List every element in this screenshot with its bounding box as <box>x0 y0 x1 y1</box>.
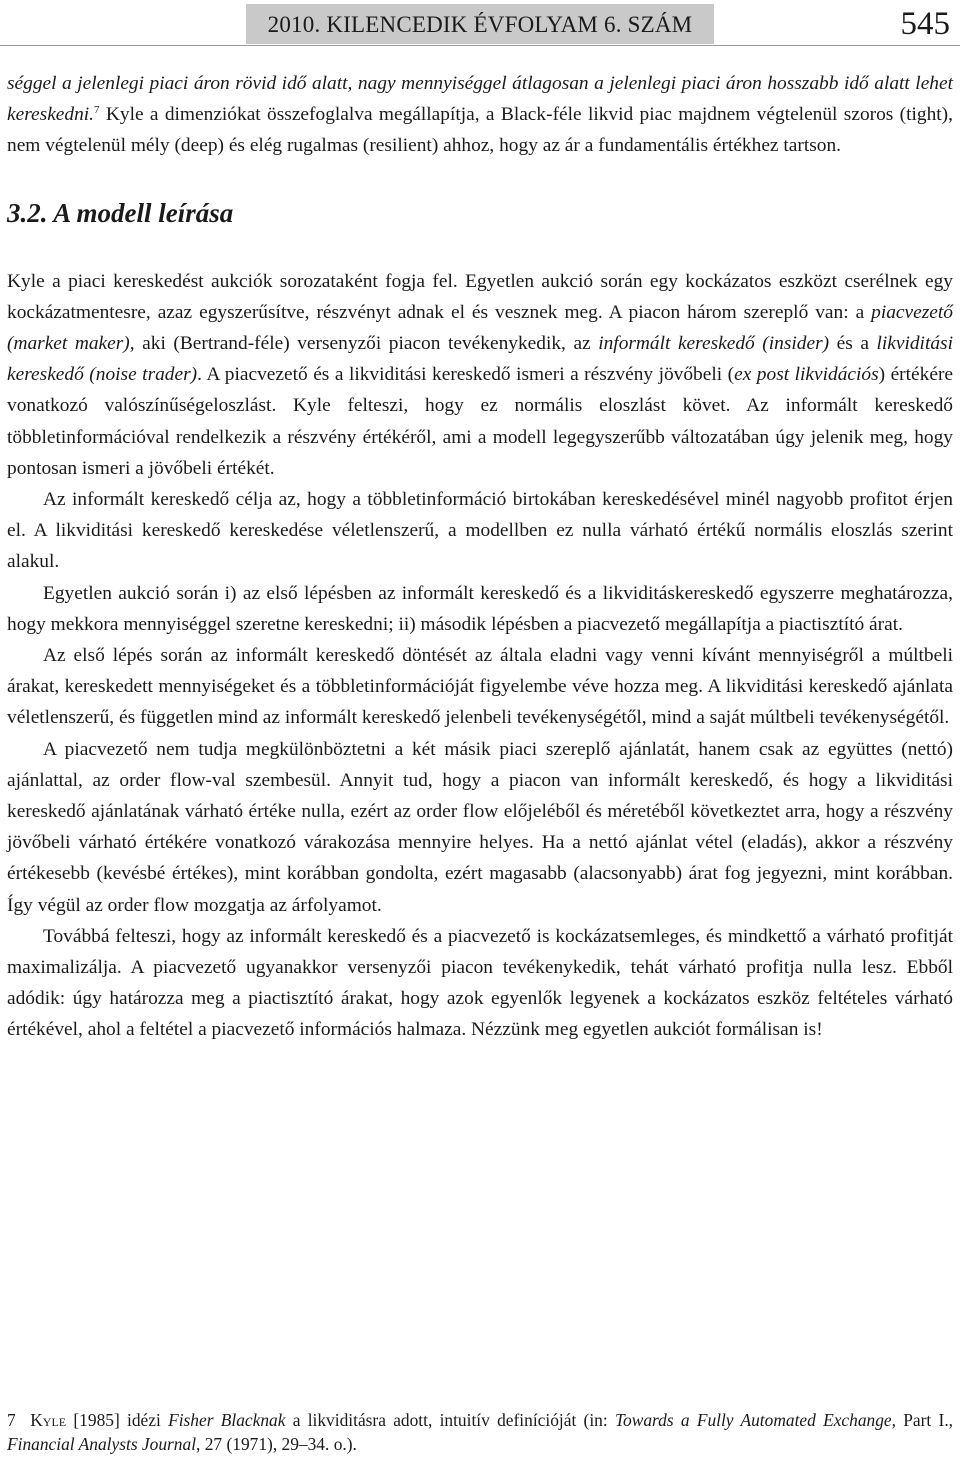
text-run: , 27 (1971), 29–34. o.). <box>196 1434 357 1454</box>
text-run-italic: Fisher Blacknak <box>168 1410 286 1430</box>
term-market-maker: piacvezető (market maker) <box>7 301 953 355</box>
journal-issue-label: 2010. KILENCEDIK ÉVFOLYAM 6. SZÁM <box>246 4 714 44</box>
paragraph-5: A piacvezető nem tudja megkülönböztetni a két másik piaci szereplő ajánlatát, hanem csak az együttes (nettó) ajánlattal, az order flow-val szembesül. Annyit tud, hogy a piacon van informált kereskedő, és hogy a likviditási kereskedő ajánlatának várható értéke nulla, ezért az order flow előjeléből és méretéből következtet arra, hogy a részvény jövőbeli várható értékére vonatkozó várakozása mennyire helyes. Ha a nettó ajánlat vétel (eladás), akkor a részvény értékesebb (kevésbé értékes), mint korábban gondolta, ezért magasabb (alacsonyabb) árat fog jegyezni, mint korábban. Így végül az order flow mozgatja az árfolyamot. <box>7 738 953 916</box>
term-noise-trader: likviditási kereskedő (noise trader) <box>7 333 953 386</box>
footnote-author: Kyle <box>30 1410 67 1430</box>
intro-text: Kyle a dimenziókat összefoglalva megállapítja, a Black-féle likvid piac majdnem végtelenül szoros (tight), nem végtelenül mély (deep) és elég rugalmas (resilient) ahhoz, hogy az ár a fundamentális értékhez tartson. <box>7 104 953 157</box>
section-title: 3.2. A modell leírása <box>7 197 234 228</box>
running-header <box>0 0 960 46</box>
intro-italic-text: séggel a jelenlegi piaci áron rövid idő alatt, nagy mennyiséggel átlagosan a jelenlegi piaci áron hosszabb idő alatt lehet kereskedni. <box>7 73 953 126</box>
header-rule <box>0 45 960 46</box>
footnote <box>7 1408 953 1456</box>
term-ex-post: ex post likvidációs <box>734 364 879 386</box>
paragraph-3: Egyetlen aukció során i) az első lépésben az informált kereskedő és a likviditáskereskedő egyszerre meghatározza, hogy mekkora mennyiséggel szeretne kereskedni; ii) második lépésben a piacvezető megállapítja a piactisztító árat. <box>7 582 953 635</box>
text-run: [1985] idézi <box>66 1410 169 1430</box>
article-body <box>7 68 953 1046</box>
text-run: Kyle a piaci kereskedést aukciók sorozataként fogja fel. Egyetlen aukció során egy kockázatos eszközt cserélnek egy kockázatmentesre, azaz egyszerűsítve, részvényt adnak el és vesznek meg. A piacon három szereplő van: a <box>7 270 953 323</box>
paragraph-2: Az informált kereskedő célja az, hogy a többletinformáció birtokában kereskedésével minél nagyobb profitot érjen el. A likviditási kereskedő kereskedése véletlenszerű, a modellben ez nulla várható értékű normális eloszlás szerint alakul. <box>7 489 953 573</box>
intro-paragraph <box>7 68 953 162</box>
text-run-italic: Towards a Fully Automated Exchange <box>614 1410 892 1430</box>
term-insider: informált kereskedő (insider) <box>598 333 830 355</box>
text-run: a likviditásra adott, intuitív definícióját (in: <box>285 1410 615 1430</box>
text-run-italic: Financial Analysts Journal <box>7 1434 197 1454</box>
footnote-number: 7 <box>7 1410 16 1430</box>
paragraph-4: Az első lépés során az informált kereskedő döntését az általa eladni vagy venni kívánt mennyiségről a múltbeli árakat, kereskedett mennyiségeket és a többletinformációját figyelembe véve hozza meg. A likviditási kereskedő ajánlata véletlenszerű, és független mind az informált kereskedő jelenbeli tevékenységétől, mind a saját múltbeli tevékenységétől. <box>7 645 953 729</box>
text-run: , Part I., <box>891 1410 954 1430</box>
paragraph-1 <box>7 266 953 484</box>
footnote-text <box>7 1408 953 1456</box>
text-run: , aki (Bertrand-féle) versenyzői piacon tevékenykedik, az <box>129 333 599 355</box>
text-run: ) értékére vonatkozó valószínűségeloszlást. Kyle felteszi, hogy ez normális eloszlást követ. Az informált kereskedő többletinformációval rendelkezik a részvény értékéről, ami a modell legegyszerűbb változatában úgy jelenik meg, hogy pontosan ismeri a jövőbeli értékét. <box>7 364 954 479</box>
text-run: . A piacvezető és a likviditási kereskedő ismeri a részvény jövőbeli ( <box>197 364 735 386</box>
text-run: és a <box>829 333 877 355</box>
paragraph-6: Továbbá felteszi, hogy az informált kereskedő és a piacvezető is kockázatsemleges, és mindkettő a várható profitját maximalizálja. A piacvezető ugyanakkor versenyzői piacon tevékenykedik, tehát várható profitja nulla lesz. Ebből adódik: úgy határozza meg a piactisztító árakat, hogy azok egyenlők legyenek a kockázatos eszköz feltételes várható értékével, ahol a feltétel a piacvezető információs halmaza. Nézzünk meg egyetlen aukciót formálisan is! <box>7 925 953 1041</box>
footnote-ref: 7 <box>94 104 100 117</box>
page-number: 545 <box>900 6 950 42</box>
